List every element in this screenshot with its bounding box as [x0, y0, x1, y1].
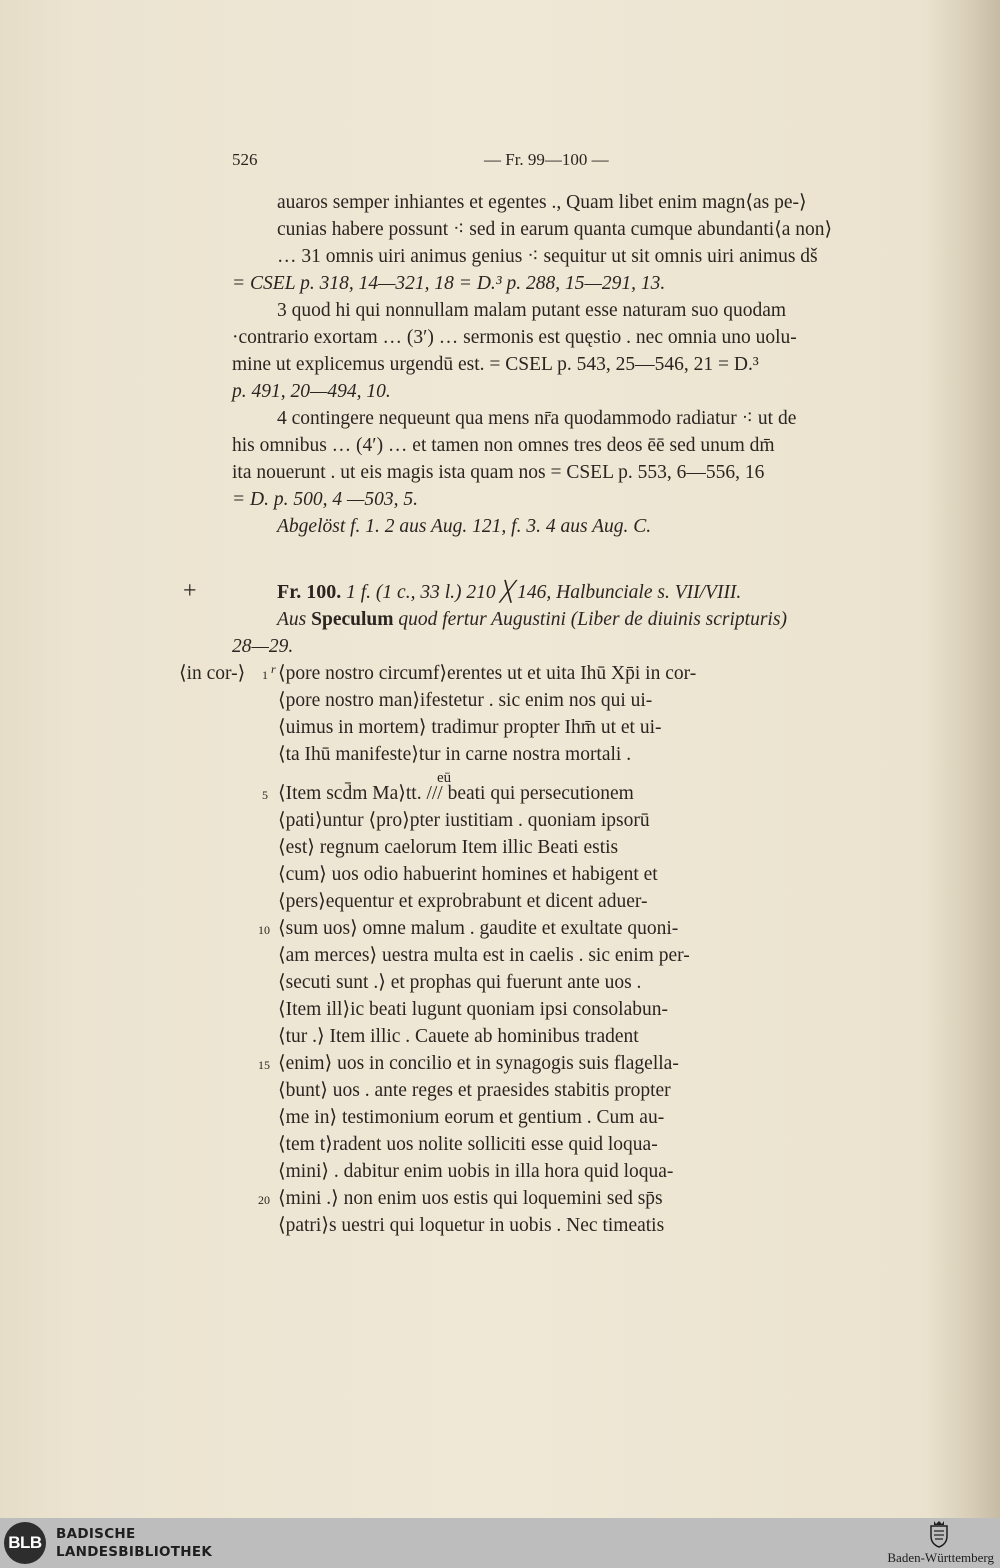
line-number: 15	[258, 1058, 270, 1072]
plus-mark: +	[183, 578, 197, 604]
text-line: ·contrario exortam … (3′) … sermonis est quęstio . nec omnia uno uolu-	[232, 327, 797, 348]
fragment-text-line: ⟨Item ill⟩ic beati lugunt quoniam ipsi consolabun-	[278, 999, 668, 1020]
fragment-text-line: ⟨pore nostro man⟩ifestetur . sic enim nos qui ui-	[278, 690, 653, 711]
abgeloest-note: Abgelöst f. 1. 2 aus Aug. 121, f. 3. 4 aus Aug. C.	[277, 516, 652, 537]
fragment-text-line: ⟨am merces⟩ uestra multa est in caelis . sic enim per-	[278, 945, 690, 966]
fragment-text-line: ⟨ta Ihū manifeste⟩tur in carne nostra mortali .	[278, 744, 632, 765]
fragment-text-line: ⟨pati⟩untur ⟨pro⟩pter iustitiam . quoniam ipsorū	[278, 810, 650, 831]
line-number: 10	[258, 923, 270, 937]
coat-of-arms-icon	[928, 1520, 950, 1548]
text-line: mine ut explicemus urgendū est. = CSEL p. 543, 25—546, 21 = D.³	[232, 354, 759, 375]
fragment-specs: 1 f. (1 c., 33 l.) 210 ╳ 146, Halbunciale s. VII/VIII.	[346, 582, 742, 603]
line-number: 20	[258, 1193, 270, 1207]
footer-bar	[0, 1518, 1000, 1568]
fragment-heading	[277, 580, 741, 605]
fragment-text-line: ⟨tem t⟩radent uos nolite solliciti esse quid loqua-	[278, 1134, 658, 1155]
fragment-text-line: ⟨patri⟩s uestri qui loquetur in uobis . Nec timeatis	[278, 1215, 665, 1236]
fragment-text-line: ⟨pore nostro circumf⟩erentes ut et uita Ihū Xp̄i in cor-	[278, 663, 697, 684]
page-edge-shadow	[930, 0, 1000, 1518]
fragment-text-line: ⟨mini .⟩ non enim uos estis qui loquemini sed sp̄s	[278, 1188, 663, 1209]
superscript-correction: eū	[437, 770, 452, 786]
aus-label: Aus	[277, 609, 307, 630]
fragment-text-line: ⟨Item scd̄m Ma⟩tt. /// beati qui persecutionem	[278, 783, 634, 804]
line-number: 5	[262, 788, 268, 802]
fragment-text-line: ⟨bunt⟩ uos . ante reges et praesides stabitis propter	[278, 1080, 671, 1101]
fragment-text-line: ⟨me in⟩ testimonium eorum et gentium . Cum au-	[278, 1107, 665, 1128]
reference-line: = CSEL p. 318, 14—321, 18 = D.³ p. 288, 15—291, 13.	[232, 273, 666, 294]
line-number: 1	[262, 668, 268, 682]
text-line: ita nouerunt . ut eis magis ista quam nos = CSEL p. 553, 6—556, 16	[232, 462, 765, 483]
text-line: his omnibus … (4′) … et tamen non omnes tres deos ēē sed unum dm̄	[232, 435, 775, 456]
recto-mark: r	[271, 662, 276, 676]
fragment-description	[277, 608, 787, 632]
state-label: Baden-Württemberg	[887, 1550, 994, 1565]
fragment-text-line: ⟨mini⟩ . dabitur enim uobis in illa hora quid loqua-	[278, 1161, 674, 1182]
blb-logo: BLB	[4, 1522, 46, 1564]
fragment-text-line: ⟨pers⟩equentur et exprobrabunt et dicent aduer-	[278, 891, 648, 912]
library-name-line2: LANDESBIBLIOTHEK	[56, 1544, 213, 1560]
fragment-text-line: ⟨secuti sunt .⟩ et prophas qui fuerunt ante uos .	[278, 972, 642, 993]
margin-note: ⟨in cor-⟩	[179, 663, 246, 684]
fragment-text-line: ⟨est⟩ regnum caelorum Item illic Beati estis	[278, 837, 619, 858]
text-line: 4 contingere nequeunt qua mens nr̄a quodammodo radiatur ⁖ ut de	[277, 408, 797, 429]
text-line: p. 491, 20—494, 10.	[232, 381, 391, 402]
text-line: auaros semper inhiantes et egentes ., Quam libet enim magn⟨as pe-⟩	[277, 192, 807, 213]
fragment-description-line2: 28—29.	[232, 636, 294, 657]
fragment-text-line: ⟨uimus in mortem⟩ tradimur propter Ihm̄ ut et ui-	[278, 717, 662, 738]
page-number: 526	[232, 150, 258, 169]
speculum-label: Speculum	[311, 609, 394, 630]
fragment-text-line: ⟨sum uos⟩ omne malum . gaudite et exultate quoni-	[278, 918, 679, 939]
fragment-title: Fr. 100.	[277, 581, 342, 603]
fragment-text-line: ⟨cum⟩ uos odio habuerint homines et habigent et	[278, 864, 658, 885]
text-line: 3 quod hi qui nonnullam malam putant esse naturam suo quodam	[277, 300, 787, 321]
library-name-line1: BADISCHE	[56, 1526, 136, 1542]
text-line: cunias habere possunt ⁖ sed in earum quanta cumque abundanti⟨a non⟩	[277, 219, 833, 240]
text-line: … 31 omnis uiri animus genius ⁖ sequitur ut sit omnis uiri animus dš	[277, 246, 818, 267]
fragment-text-line: ⟨tur .⟩ Item illic . Cauete ab hominibus tradent	[278, 1026, 639, 1047]
fragment-text-line: ⟨enim⟩ uos in concilio et in synagogis suis flagella-	[278, 1053, 679, 1074]
running-title: — Fr. 99—100 —	[484, 150, 609, 169]
text-line: = D. p. 500, 4 —503, 5.	[232, 489, 418, 510]
description-rest: quod fertur Augustini (Liber de diuinis scripturis)	[398, 609, 787, 630]
